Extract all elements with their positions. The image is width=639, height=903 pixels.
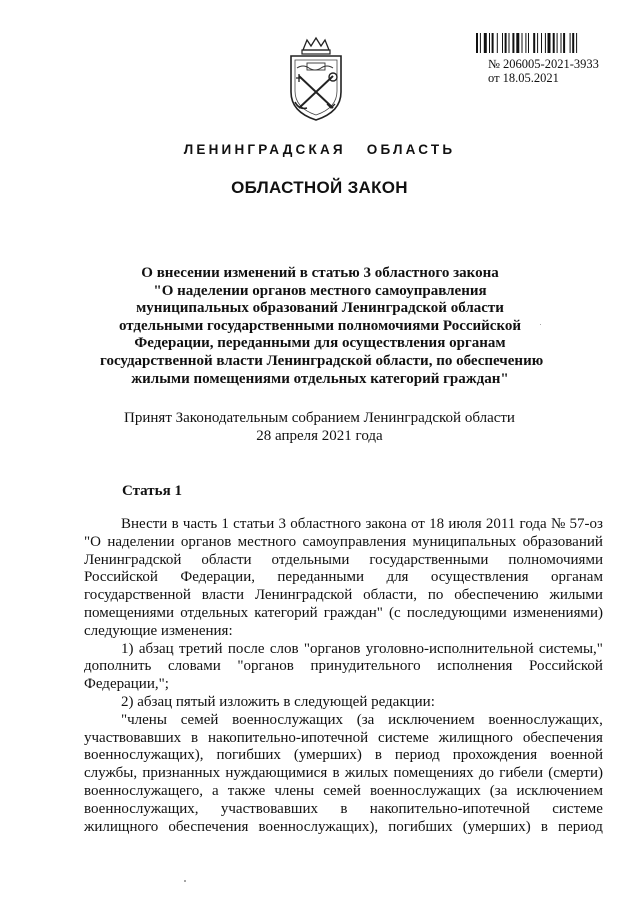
- article-word: жилищного: [438, 729, 513, 746]
- article-word: органов: [180, 533, 232, 550]
- article-word: военнослужащих,: [84, 800, 199, 817]
- barcode-bar: [484, 33, 487, 53]
- article-word: последующими: [406, 604, 507, 621]
- leningrad-oblast-coat-of-arms-icon: [283, 36, 349, 122]
- registration-number: № 206005-2021-3933: [488, 57, 599, 71]
- barcode-bar: [528, 33, 529, 53]
- article-word: по: [427, 587, 444, 604]
- article-word: самоуправления: [302, 533, 407, 550]
- article-word: 18: [429, 516, 445, 532]
- barcode-bar: [480, 33, 481, 53]
- article-word: системе: [378, 729, 429, 746]
- article-word: погибших: [216, 747, 281, 764]
- registration-date: от 18.05.2021: [488, 71, 559, 85]
- article-line: [84, 516, 603, 534]
- article-word: Российской: [84, 569, 158, 586]
- barcode-bar: [512, 33, 514, 53]
- law-title: [100, 265, 544, 388]
- article-word: слов: [269, 640, 299, 657]
- article-word: (за: [356, 711, 375, 728]
- article-word: военной: [550, 747, 603, 764]
- article-word: категорий: [254, 604, 318, 621]
- article-word: члены: [274, 782, 315, 799]
- article-line-text: следующие изменения:: [84, 622, 233, 639]
- adoption-body: Принят Законодательным собранием Ленинградской области: [124, 410, 515, 426]
- article-word: для: [386, 569, 409, 586]
- title-line: жилыми помещениями отдельных категорий граждан": [131, 370, 509, 387]
- title-line: О внесении изменений в статью 3 областного закона: [141, 265, 499, 281]
- document-type: ОБЛАСТНОЙ ЗАКОН: [231, 178, 408, 197]
- registration-block: [488, 57, 599, 85]
- scan-speck: [540, 324, 541, 325]
- article-line: [84, 694, 603, 712]
- article-word: государственной: [84, 587, 191, 604]
- barcode-bar: [522, 33, 523, 53]
- article-word: полномочиями: [508, 551, 603, 568]
- article-word: в: [374, 747, 382, 764]
- article-word: принудительного: [310, 658, 421, 675]
- article-word: (умерших): [293, 747, 362, 764]
- article-word: "органов: [303, 640, 361, 657]
- article-line: [84, 623, 603, 641]
- article-word: прохождения: [452, 747, 538, 764]
- article-word: помещениях: [393, 765, 474, 782]
- article-word: органам: [550, 569, 603, 586]
- article-word: также: [227, 782, 266, 799]
- article-word: Российской: [529, 658, 603, 675]
- barcode-bar: [561, 33, 562, 53]
- barcode-bar: [572, 33, 574, 53]
- article-word: накопительно-ипотечной: [208, 729, 369, 746]
- article-word: участвовавших: [220, 800, 318, 817]
- article-word: военнослужащих),: [84, 747, 204, 764]
- article-word: военнослужащих),: [258, 818, 379, 835]
- article-word: 57-оз: [569, 516, 603, 532]
- article-word: власти: [201, 587, 245, 604]
- barcode-bar: [533, 33, 535, 53]
- article-line-text: Федерации,";: [84, 676, 169, 693]
- article-word: в: [171, 516, 179, 532]
- barcode-bar: [516, 33, 519, 53]
- article-line: [84, 569, 603, 587]
- adoption-date: 28 апреля 2021 года: [256, 427, 383, 444]
- article-word: Внести: [121, 516, 168, 532]
- title-line: муниципальных образований Ленинградской области: [136, 300, 504, 317]
- barcode-bar: [553, 33, 555, 53]
- article-line: [84, 605, 603, 623]
- article-word: года: [519, 516, 547, 532]
- article-line: [84, 534, 603, 552]
- article-line: [84, 587, 603, 605]
- region-name: ЛЕНИНГРАДСКАЯ ОБЛАСТЬ: [183, 142, 456, 157]
- article-word: а: [212, 782, 219, 799]
- article-word: накопительно-ипотечной: [369, 800, 530, 817]
- article-word: в: [540, 818, 548, 835]
- article-word: семей: [180, 711, 219, 728]
- article-word: образований: [522, 533, 603, 550]
- article-line: [84, 765, 603, 783]
- article-word: наделении: [107, 533, 175, 550]
- article-word: 1: [221, 516, 229, 532]
- article-word: (за: [489, 782, 508, 799]
- barcode-bar: [570, 33, 571, 53]
- article-body: [84, 516, 603, 836]
- article-word: часть: [182, 516, 218, 532]
- article-word: местного: [237, 533, 297, 550]
- scan-speck: [184, 880, 186, 882]
- barcode-bar: [537, 33, 538, 53]
- article-word: изменениями): [512, 604, 603, 621]
- barcode-bar: [476, 33, 478, 53]
- barcode-bar: [492, 33, 494, 53]
- barcode-bar: [497, 33, 498, 53]
- article-word: "члены: [121, 711, 167, 728]
- article-word: №: [550, 516, 566, 532]
- article-word: исключением: [388, 711, 475, 728]
- barcode-bar: [505, 33, 507, 53]
- article-word: 3: [278, 516, 287, 532]
- title-line: Федерации, переданными для осуществления органам: [134, 335, 506, 352]
- article-word: переданными: [277, 569, 364, 586]
- title-line: "О наделении органов местного самоуправления: [153, 282, 487, 299]
- article-word: от: [410, 516, 425, 532]
- article-line: [84, 552, 603, 570]
- article-word: признанных: [142, 765, 221, 782]
- article-word: словами: [168, 658, 221, 675]
- barcode-bar: [576, 33, 577, 53]
- article-word: (умерших): [462, 818, 531, 835]
- article-line: [84, 712, 603, 730]
- article-line: [84, 801, 603, 819]
- barcode-bar: [489, 33, 490, 53]
- article-word: в: [340, 800, 348, 817]
- article-word: 1): [121, 640, 134, 657]
- article-heading: Статья 1: [122, 483, 182, 499]
- article-word: в: [191, 729, 199, 746]
- article-word: Федерации,: [180, 569, 255, 586]
- article-word: участвовавших: [84, 729, 182, 746]
- article-word: области,: [363, 587, 418, 604]
- article-word: Ленинградской: [254, 587, 353, 604]
- barcode-bar: [502, 33, 503, 53]
- article-word: (с: [389, 604, 401, 621]
- adoption-info: [0, 410, 639, 445]
- article-line-text: 2) абзац пятый изложить в следующей редакции:: [121, 693, 435, 710]
- article-line: [84, 819, 603, 837]
- article-word: "органов: [237, 658, 294, 675]
- barcode-bar: [545, 33, 546, 53]
- article-word: "О: [84, 533, 101, 550]
- article-word: 2011: [485, 516, 516, 532]
- article-word: отдельных: [180, 604, 249, 621]
- article-word: гибели: [499, 765, 544, 782]
- article-word: погибших: [388, 818, 453, 835]
- article-line: [84, 676, 603, 694]
- article-word: обеспечения: [168, 818, 249, 835]
- article-word: муниципальных: [412, 533, 517, 550]
- article-word: системы,": [538, 640, 603, 657]
- article-line: [84, 730, 603, 748]
- article-line: [84, 783, 603, 801]
- title-line: отдельными государственными полномочиями Российской: [118, 317, 522, 334]
- article-word: статьи: [233, 516, 275, 532]
- article-word: жилыми: [549, 587, 603, 604]
- article-word: семей: [323, 782, 361, 799]
- article-word: обеспечению: [454, 587, 539, 604]
- article-line: [84, 747, 603, 765]
- article-word: исполнения: [437, 658, 513, 675]
- article-word: до: [478, 765, 494, 782]
- article-line: [84, 641, 603, 659]
- article-word: отдельными: [271, 551, 350, 568]
- article-word: военнослужащих: [369, 782, 481, 799]
- article-word: Ленинградской: [84, 551, 182, 568]
- article-word: областного: [290, 516, 362, 532]
- article-word: июля: [448, 516, 482, 532]
- article-word: обеспечения: [522, 729, 603, 746]
- article-word: жилых: [344, 765, 389, 782]
- article-word: уголовно-исполнительной: [365, 640, 534, 657]
- article-word: период: [394, 747, 440, 764]
- barcode-bar: [557, 33, 558, 53]
- article-word: дополнить: [84, 658, 152, 675]
- barcode-bar: [541, 33, 542, 53]
- article-word: закона: [365, 516, 407, 532]
- barcode-bar: [509, 33, 510, 53]
- article-word: жилищного: [84, 818, 159, 835]
- article-word: осуществления: [430, 569, 529, 586]
- article-word: (смерти): [548, 765, 603, 782]
- barcode-icon: [476, 33, 610, 53]
- article-word: военнослужащего,: [84, 782, 203, 799]
- barcode-bar: [548, 33, 551, 53]
- article-word: службы,: [84, 765, 138, 782]
- article-word: после: [227, 640, 265, 657]
- article-word: исключением: [516, 782, 603, 799]
- article-word: период: [558, 818, 603, 835]
- title-line: государственной власти Ленинградской области, по обеспечению: [100, 352, 544, 369]
- article-word: системе: [552, 800, 603, 817]
- article-word: области: [201, 551, 252, 568]
- barcode-bar: [563, 33, 565, 53]
- article-word: помещениями: [84, 604, 175, 621]
- article-word: абзац: [138, 640, 174, 657]
- article-word: третий: [179, 640, 223, 657]
- article-word: государственными: [369, 551, 489, 568]
- article-word: граждан": [323, 604, 383, 621]
- article-word: военнослужащих: [232, 711, 343, 728]
- barcode-bar: [525, 33, 526, 53]
- article-word: нуждающимися: [225, 765, 328, 782]
- article-line: [84, 658, 603, 676]
- article-word: военнослужащих,: [488, 711, 603, 728]
- article-word: в: [332, 765, 340, 782]
